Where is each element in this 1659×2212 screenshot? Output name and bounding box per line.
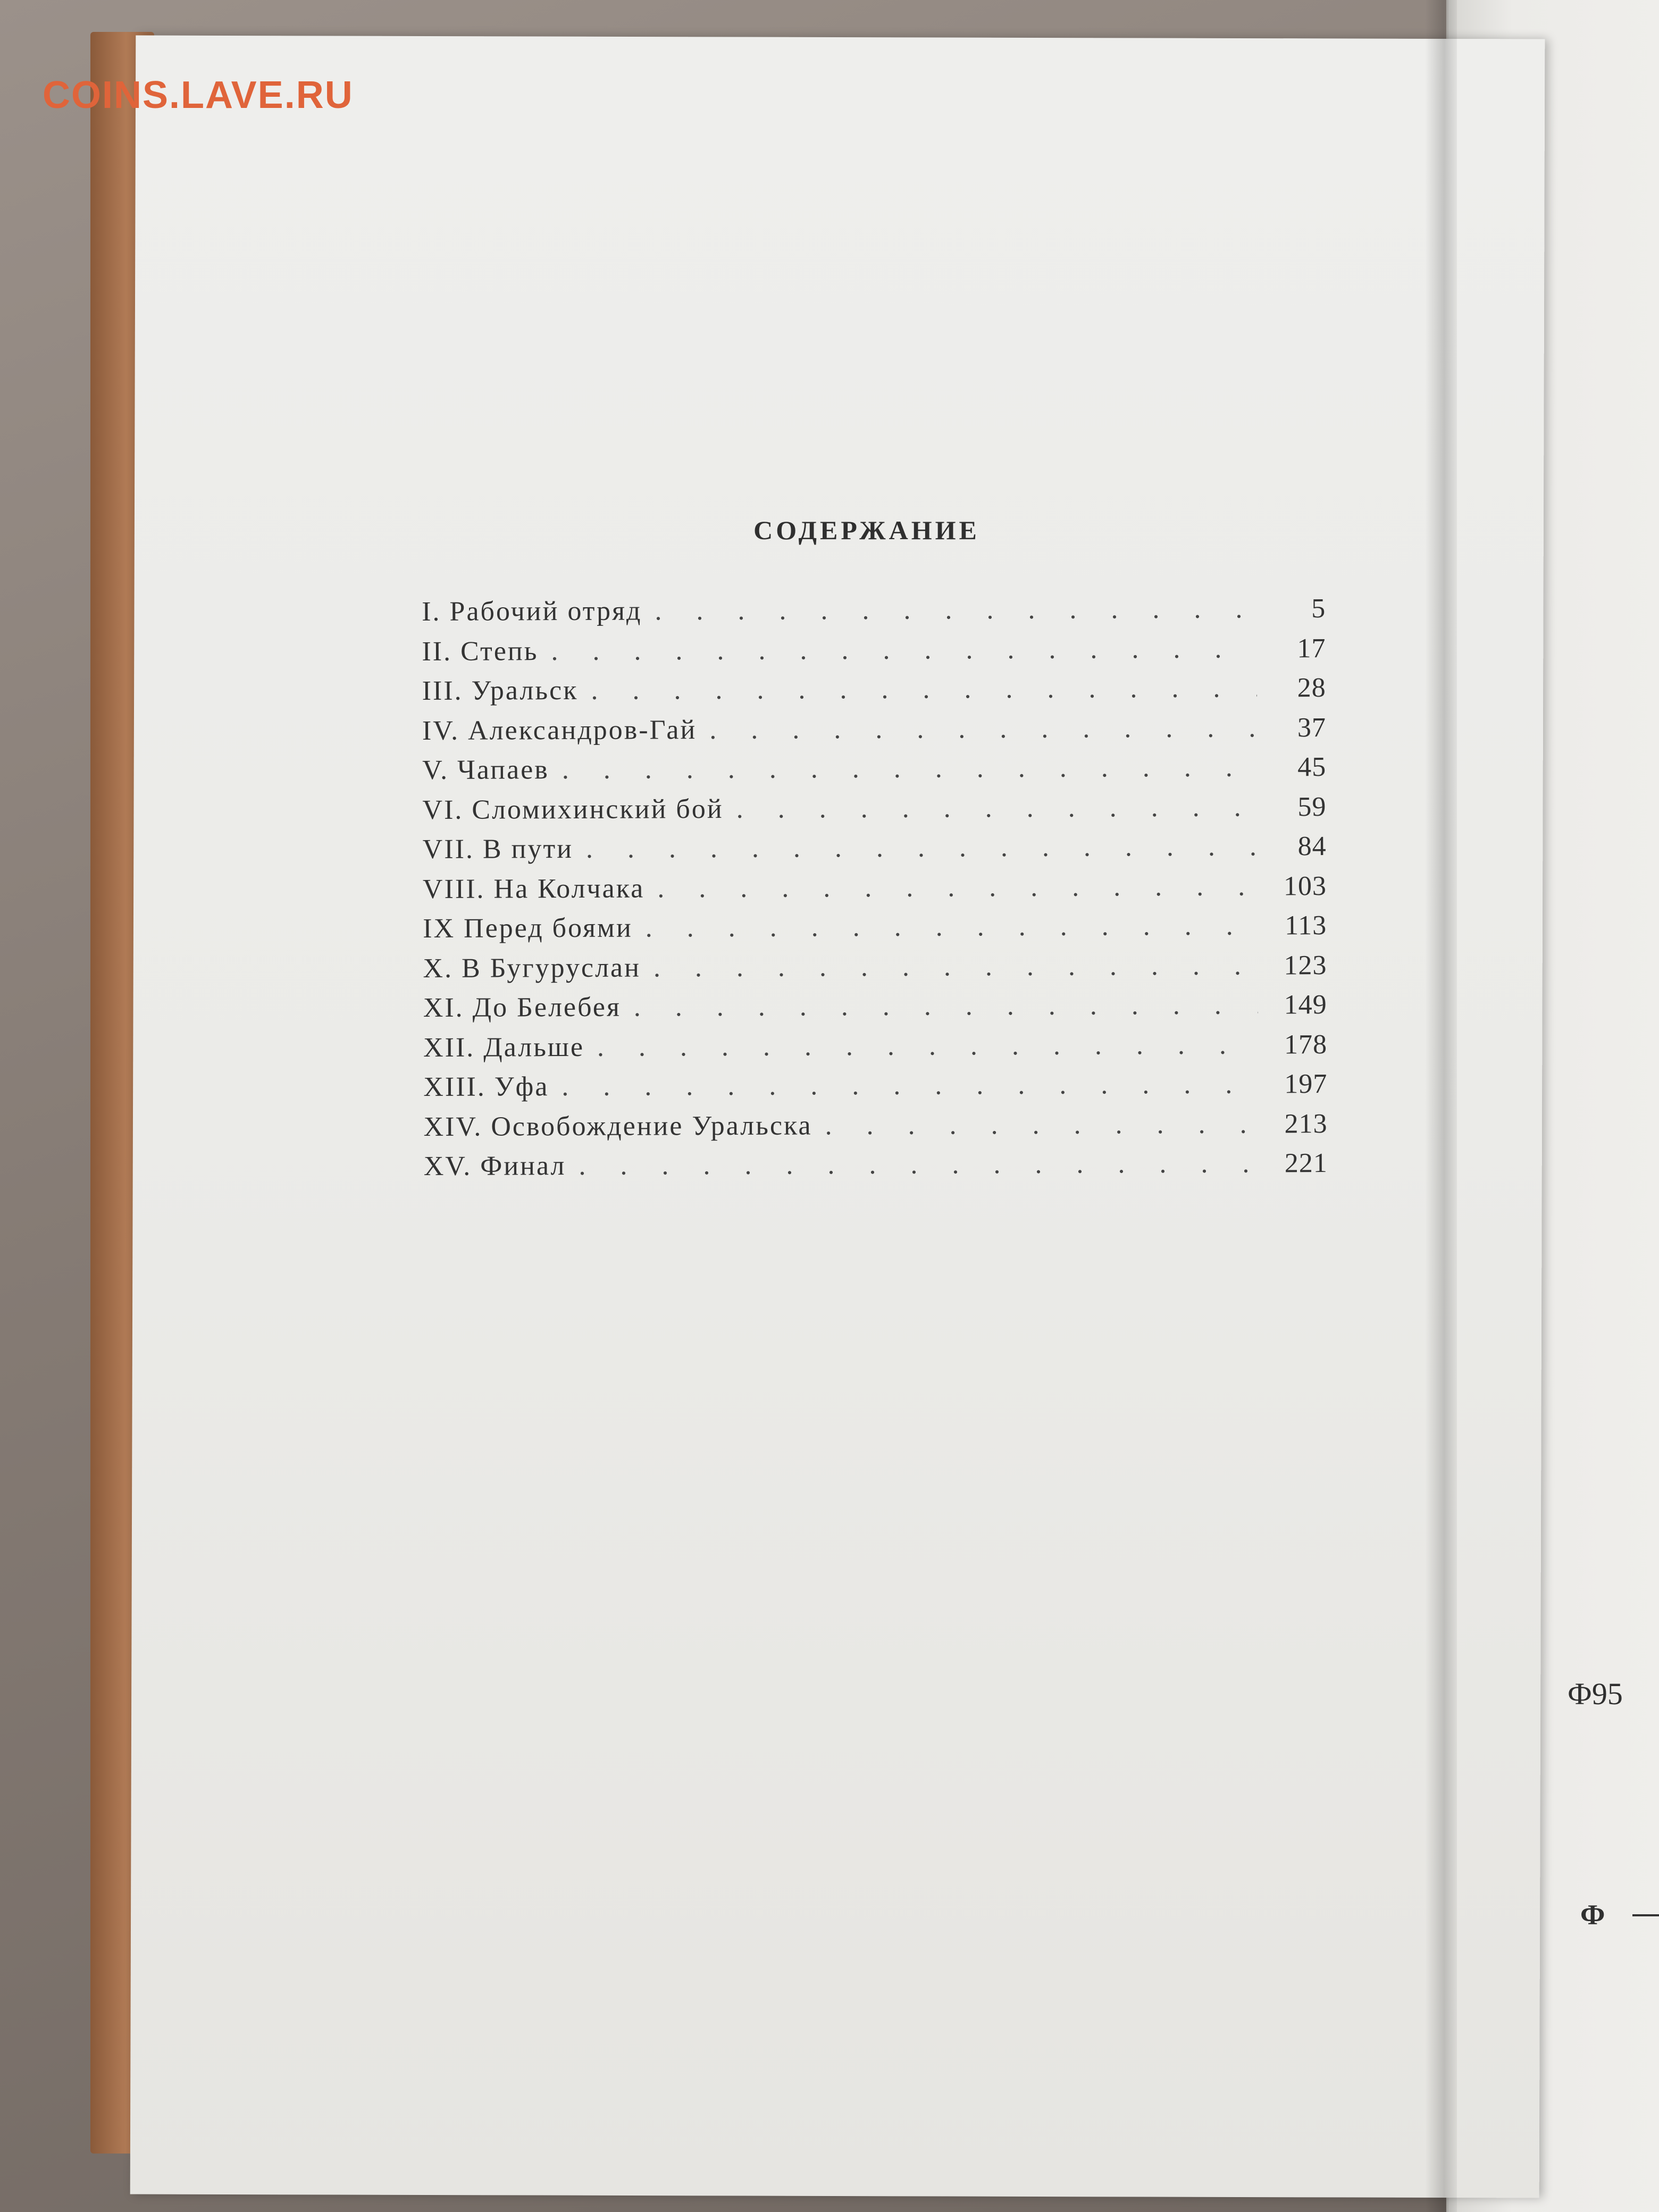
toc-entry-label: XV. Финал bbox=[423, 1151, 566, 1182]
toc-entry-page-number: 221 bbox=[1284, 1148, 1328, 1179]
right-page-code: Ф95 bbox=[1568, 1677, 1623, 1711]
toc-entry bbox=[422, 633, 1326, 675]
toc-entry-label: V. Чапаев bbox=[422, 755, 549, 785]
toc-dot-leader bbox=[653, 950, 1258, 983]
watermark-text: COINS.LAVE.RU bbox=[43, 74, 354, 116]
right-page-fraction-letter: Ф bbox=[1580, 1899, 1605, 1931]
toc-entry bbox=[423, 831, 1327, 873]
toc-entry-page-number: 28 bbox=[1297, 673, 1326, 703]
toc-dot-leader bbox=[562, 751, 1258, 785]
toc-entry bbox=[422, 593, 1326, 635]
toc-dot-leader bbox=[579, 1147, 1259, 1181]
toc-entry-page-number: 45 bbox=[1297, 752, 1327, 783]
toc-entry-page-number: 17 bbox=[1297, 633, 1326, 664]
toc-entry bbox=[423, 1068, 1327, 1111]
toc-entry bbox=[423, 950, 1327, 992]
toc-entry bbox=[422, 751, 1326, 794]
toc-entry bbox=[423, 910, 1327, 952]
toc-entry-page-number: 103 bbox=[1283, 870, 1327, 901]
toc-entry bbox=[423, 1108, 1327, 1151]
toc-entry-page-number: 149 bbox=[1284, 990, 1327, 1020]
toc-entry-page-number: 197 bbox=[1284, 1069, 1328, 1100]
toc-entry-label: XII. Дальше bbox=[423, 1032, 585, 1063]
toc-dot-leader bbox=[586, 831, 1258, 864]
toc-entry bbox=[424, 1147, 1328, 1190]
toc-entry bbox=[423, 989, 1327, 1032]
toc-entry-label: XI. До Белебея bbox=[423, 992, 621, 1023]
book-gutter-shadow bbox=[1425, 0, 1457, 2212]
toc-entry bbox=[423, 1029, 1327, 1071]
toc-dot-leader bbox=[646, 910, 1258, 943]
toc-dot-leader bbox=[591, 672, 1256, 706]
toc-entry-label: VII. В пути bbox=[422, 833, 574, 865]
toc-entry-label: VI. Сломихинский бой bbox=[422, 793, 724, 825]
toc-dot-leader bbox=[634, 989, 1258, 1023]
toc-entry-page-number: 113 bbox=[1285, 910, 1327, 941]
toc-entry-label: III. Уральск bbox=[422, 675, 579, 706]
toc-dot-leader bbox=[657, 870, 1258, 904]
toc-entry bbox=[423, 870, 1327, 913]
toc-entry-label: I. Рабочий отряд bbox=[422, 596, 642, 627]
toc-entry-label: IX Перед боями bbox=[423, 912, 633, 944]
toc-dot-leader bbox=[709, 712, 1257, 745]
toc-entry-label: XIII. Уфа bbox=[423, 1071, 549, 1102]
toc-entry-page-number: 59 bbox=[1297, 791, 1327, 822]
table-of-contents bbox=[422, 593, 1328, 1190]
toc-dot-leader bbox=[597, 1029, 1258, 1062]
toc-dot-leader bbox=[655, 593, 1256, 626]
contents-title: СОДЕРЖАНИЕ bbox=[753, 515, 980, 545]
toc-entry-page-number: 5 bbox=[1311, 593, 1326, 624]
fraction-bar bbox=[1632, 1914, 1659, 1916]
toc-entry-page-number: 178 bbox=[1284, 1029, 1328, 1060]
toc-entry bbox=[422, 672, 1326, 715]
toc-dot-leader bbox=[551, 633, 1256, 667]
toc-entry-page-number: 84 bbox=[1297, 831, 1327, 862]
toc-dot-leader bbox=[562, 1068, 1258, 1102]
toc-entry-page-number: 213 bbox=[1284, 1108, 1328, 1139]
toc-entry-page-number: 37 bbox=[1297, 712, 1327, 743]
toc-entry-label: VIII. На Колчака bbox=[422, 873, 645, 904]
toc-entry-label: X. В Бугуруслан bbox=[423, 952, 641, 984]
toc-entry-label: II. Степь bbox=[422, 635, 539, 667]
toc-entry-label: IV. Александров-Гай bbox=[422, 714, 697, 746]
toc-entry-page-number: 123 bbox=[1284, 950, 1327, 981]
toc-entry bbox=[422, 712, 1326, 755]
toc-entry-label: XIV. Освобождение Уральска bbox=[423, 1110, 812, 1142]
toc-dot-leader bbox=[825, 1108, 1258, 1141]
toc-dot-leader bbox=[736, 791, 1258, 824]
toc-entry bbox=[422, 791, 1326, 834]
